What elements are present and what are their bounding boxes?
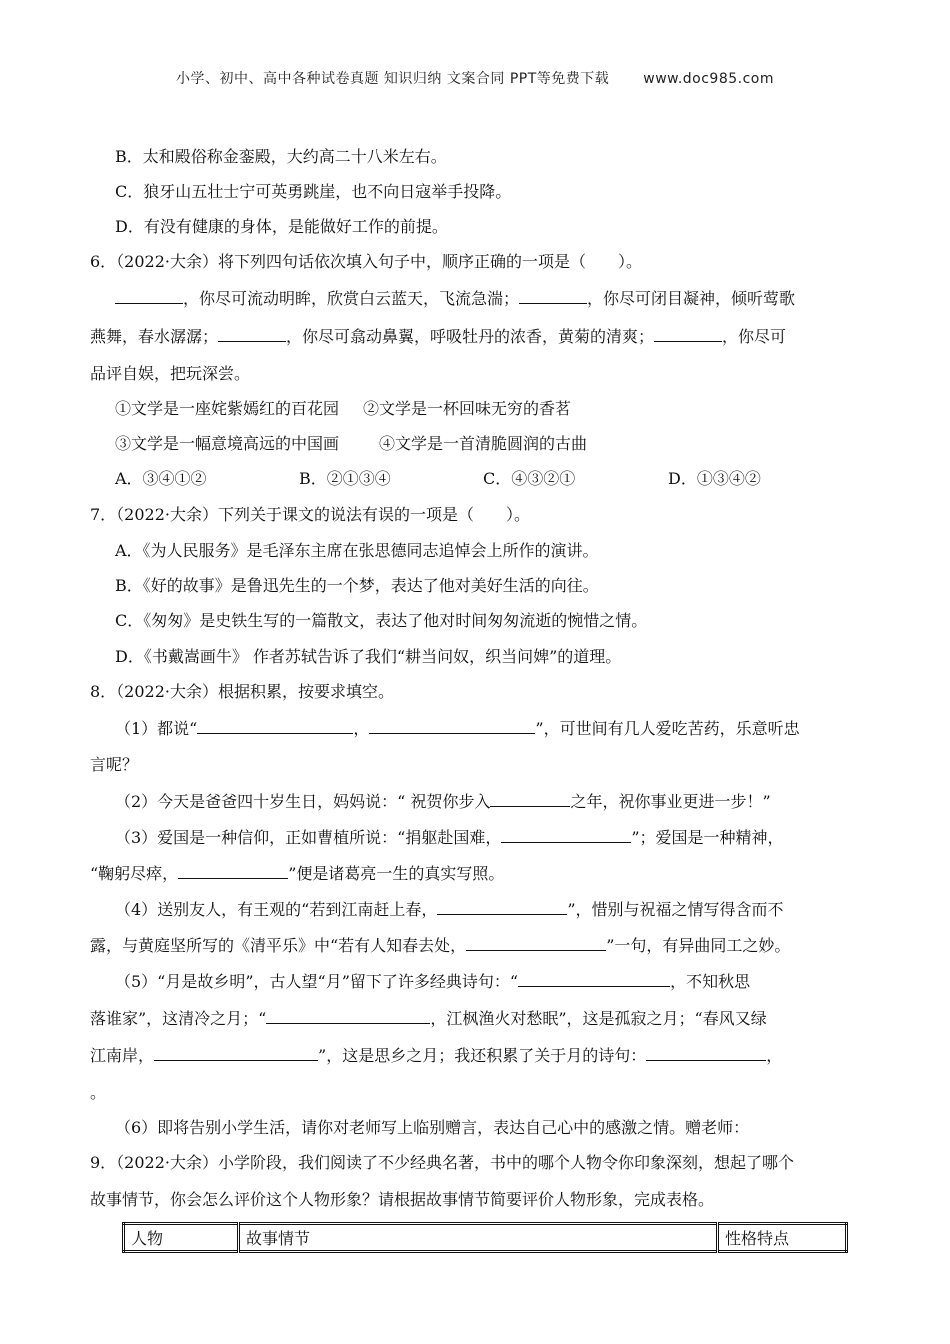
q6-option-b[interactable]: B．②①③④: [299, 469, 391, 488]
q8-text: （5）“月是故乡明”，古人望“月”留下了许多经典诗句：“: [115, 972, 519, 991]
q8-text: 露，与黄庭坚所写的《清平乐》中“若有人知春去处，: [90, 936, 467, 955]
answer-blank[interactable]: [519, 287, 587, 304]
answer-blank[interactable]: [178, 862, 288, 879]
q6-text: 燕舞，春水潺潺；: [90, 327, 219, 346]
q8-item-1: [115, 717, 800, 740]
q8-item-5: [115, 970, 750, 993]
table-header-plot: 故事情节: [239, 1224, 718, 1252]
q5-option-b: B．太和殿俗称金銮殿，大约高二十八米左右。: [115, 147, 447, 166]
answer-blank[interactable]: [115, 287, 183, 304]
q8-text: ”便是诸葛亮一生的真实写照。: [288, 864, 505, 883]
q8-text: （1）都说“: [115, 719, 198, 738]
header-url[interactable]: www.doc985.com: [643, 71, 775, 87]
q7-option-c[interactable]: C．《匆匆》是史铁生写的一篇散文，表达了他对时间匆匆流逝的惋惜之情。: [115, 611, 648, 630]
q8-text: ，: [766, 1046, 783, 1065]
q6-sentence-3: ③文学是一幅意境高远的中国画: [115, 434, 340, 453]
q6-passage-line1: [115, 287, 795, 310]
answer-blank[interactable]: [466, 934, 606, 951]
q8-text: ”，可世间有几人爱吃苦药，乐意听忠: [535, 719, 800, 738]
answer-blank[interactable]: [490, 790, 570, 807]
q8-item-2: [115, 790, 771, 813]
q8-item-6: （6）即将告别小学生活，请你对老师写上临别赠言，表达自己心中的感激之情。赠老师：: [115, 1118, 750, 1137]
q8-item-4: [115, 898, 784, 921]
q8-text: （2）今天是爸爸四十岁生日，妈妈说：“ 祝贺你步入: [115, 792, 491, 811]
answer-blank[interactable]: [369, 717, 535, 734]
q8-item-5-cont2: [90, 1044, 782, 1067]
answer-blank[interactable]: [646, 1044, 766, 1061]
q8-stem: 8．（2022·大余）根据积累，按要求填空。: [90, 682, 394, 701]
q7-stem: 7．（2022·大余）下列关于课文的说法有误的一项是（ ）。: [90, 505, 530, 524]
q6-text: ，你尽可闭目凝神，倾听莺歌: [587, 289, 796, 308]
q8-item-3: [115, 826, 784, 849]
q9-stem-line1: 9．（2022·大余）小学阶段，我们阅读了不少经典名著，书中的哪个人物令你印象深刻，想起了哪个: [90, 1153, 794, 1172]
answer-blank[interactable]: [437, 898, 567, 915]
q5-option-c: C．狼牙山五壮士宁可英勇跳崖，也不向日寇举手投降。: [115, 182, 512, 201]
q8-text: （3）爱国是一种信仰，正如曹植所说：“捐躯赴国难，: [115, 828, 502, 847]
q9-stem-line2: 故事情节，你会怎么评价这个人物形象？请根据故事情节简要评价人物形象，完成表格。: [90, 1190, 715, 1209]
q8-text: “鞠躬尽瘁，: [90, 864, 179, 883]
header-text: 小学、初中、高中各种试卷真题 知识归纳 文案合同 PPT等免费下载: [175, 71, 610, 87]
q8-text: 之年，祝你事业更进一步！”: [570, 792, 771, 811]
q8-item-5-cont1: [90, 1007, 767, 1030]
q6-passage-line3: 品评自娱，把玩深尝。: [90, 364, 251, 383]
q7-option-d[interactable]: D．《书戴嵩画牛》 作者苏轼告诉了我们“耕当问奴，织当问婢”的道理。: [115, 647, 622, 666]
q8-text: 落谁家”，这清冷之月；“: [90, 1009, 267, 1028]
q8-item-5-end: 。: [90, 1083, 107, 1102]
character-table: [122, 1222, 848, 1253]
q6-option-d[interactable]: D．①③④②: [668, 469, 761, 488]
answer-blank[interactable]: [518, 970, 670, 987]
answer-blank[interactable]: [501, 826, 631, 843]
q6-option-a[interactable]: A．③④①②: [115, 469, 207, 488]
q8-item-3-cont: [90, 862, 504, 885]
table-header-row: [124, 1224, 847, 1252]
answer-blank[interactable]: [154, 1044, 318, 1061]
answer-blank[interactable]: [218, 325, 286, 342]
q6-passage-line2: [90, 325, 786, 348]
q5-option-d: D．有没有健康的身体，是能做好工作的前提。: [115, 217, 448, 236]
q6-sentence-2: ②文学是一杯回味无穷的香茗: [363, 399, 572, 418]
q8-item-1-cont: 言呢？: [90, 755, 139, 774]
table-header-traits: 性格特点: [725, 1229, 790, 1248]
q8-text: ”，这是思乡之月；我还积累了关于月的诗句：: [318, 1046, 647, 1065]
q7-option-a[interactable]: A．《为人民服务》是毛泽东主席在张思德同志追悼会上所作的演讲。: [115, 541, 599, 560]
q8-text: ”；爱国是一种精神，: [631, 828, 784, 847]
q6-option-c[interactable]: C．④③②①: [483, 469, 576, 488]
q8-text: ，江枫渔火对愁眠”，这是孤寂之月；“春风又绿: [430, 1009, 767, 1028]
q8-text: ，不知秋思: [670, 972, 751, 991]
q6-text: ，你尽可翕动鼻翼，呼吸牡丹的浓香，黄菊的清爽；: [286, 327, 655, 346]
q6-text: ，你尽可: [722, 327, 787, 346]
answer-blank[interactable]: [197, 717, 353, 734]
q8-text: ”一句，有异曲同工之妙。: [606, 936, 791, 955]
q6-sentence-4: ④文学是一首清脆圆润的古曲: [379, 434, 588, 453]
q6-sentence-1: ①文学是一座姹紫嫣红的百花园: [115, 399, 340, 418]
q7-option-b[interactable]: B．《好的故事》是鲁迅先生的一个梦，表达了他对美好生活的向往。: [115, 576, 599, 595]
q6-text: ，你尽可流动明眸，欣赏白云蓝天，飞流急湍；: [183, 289, 520, 308]
q6-stem: 6．（2022·大余）将下列四句话依次填入句子中，顺序正确的一项是（ ）。: [90, 252, 642, 271]
page-header: [0, 68, 950, 88]
q6-sentences-row2: [115, 433, 587, 455]
q8-text: （4）送别友人，有王观的“若到江南赶上春，: [115, 900, 438, 919]
q8-text: ，: [353, 719, 370, 738]
q8-item-4-cont: [90, 934, 790, 957]
q8-text: 江南岸，: [90, 1046, 155, 1065]
table-header-character: 人物: [124, 1224, 239, 1252]
q8-text: ”，惜别与祝福之情写得含而不: [567, 900, 784, 919]
q6-sentences-row1: [115, 398, 571, 420]
answer-blank[interactable]: [266, 1007, 430, 1024]
answer-blank[interactable]: [654, 325, 722, 342]
